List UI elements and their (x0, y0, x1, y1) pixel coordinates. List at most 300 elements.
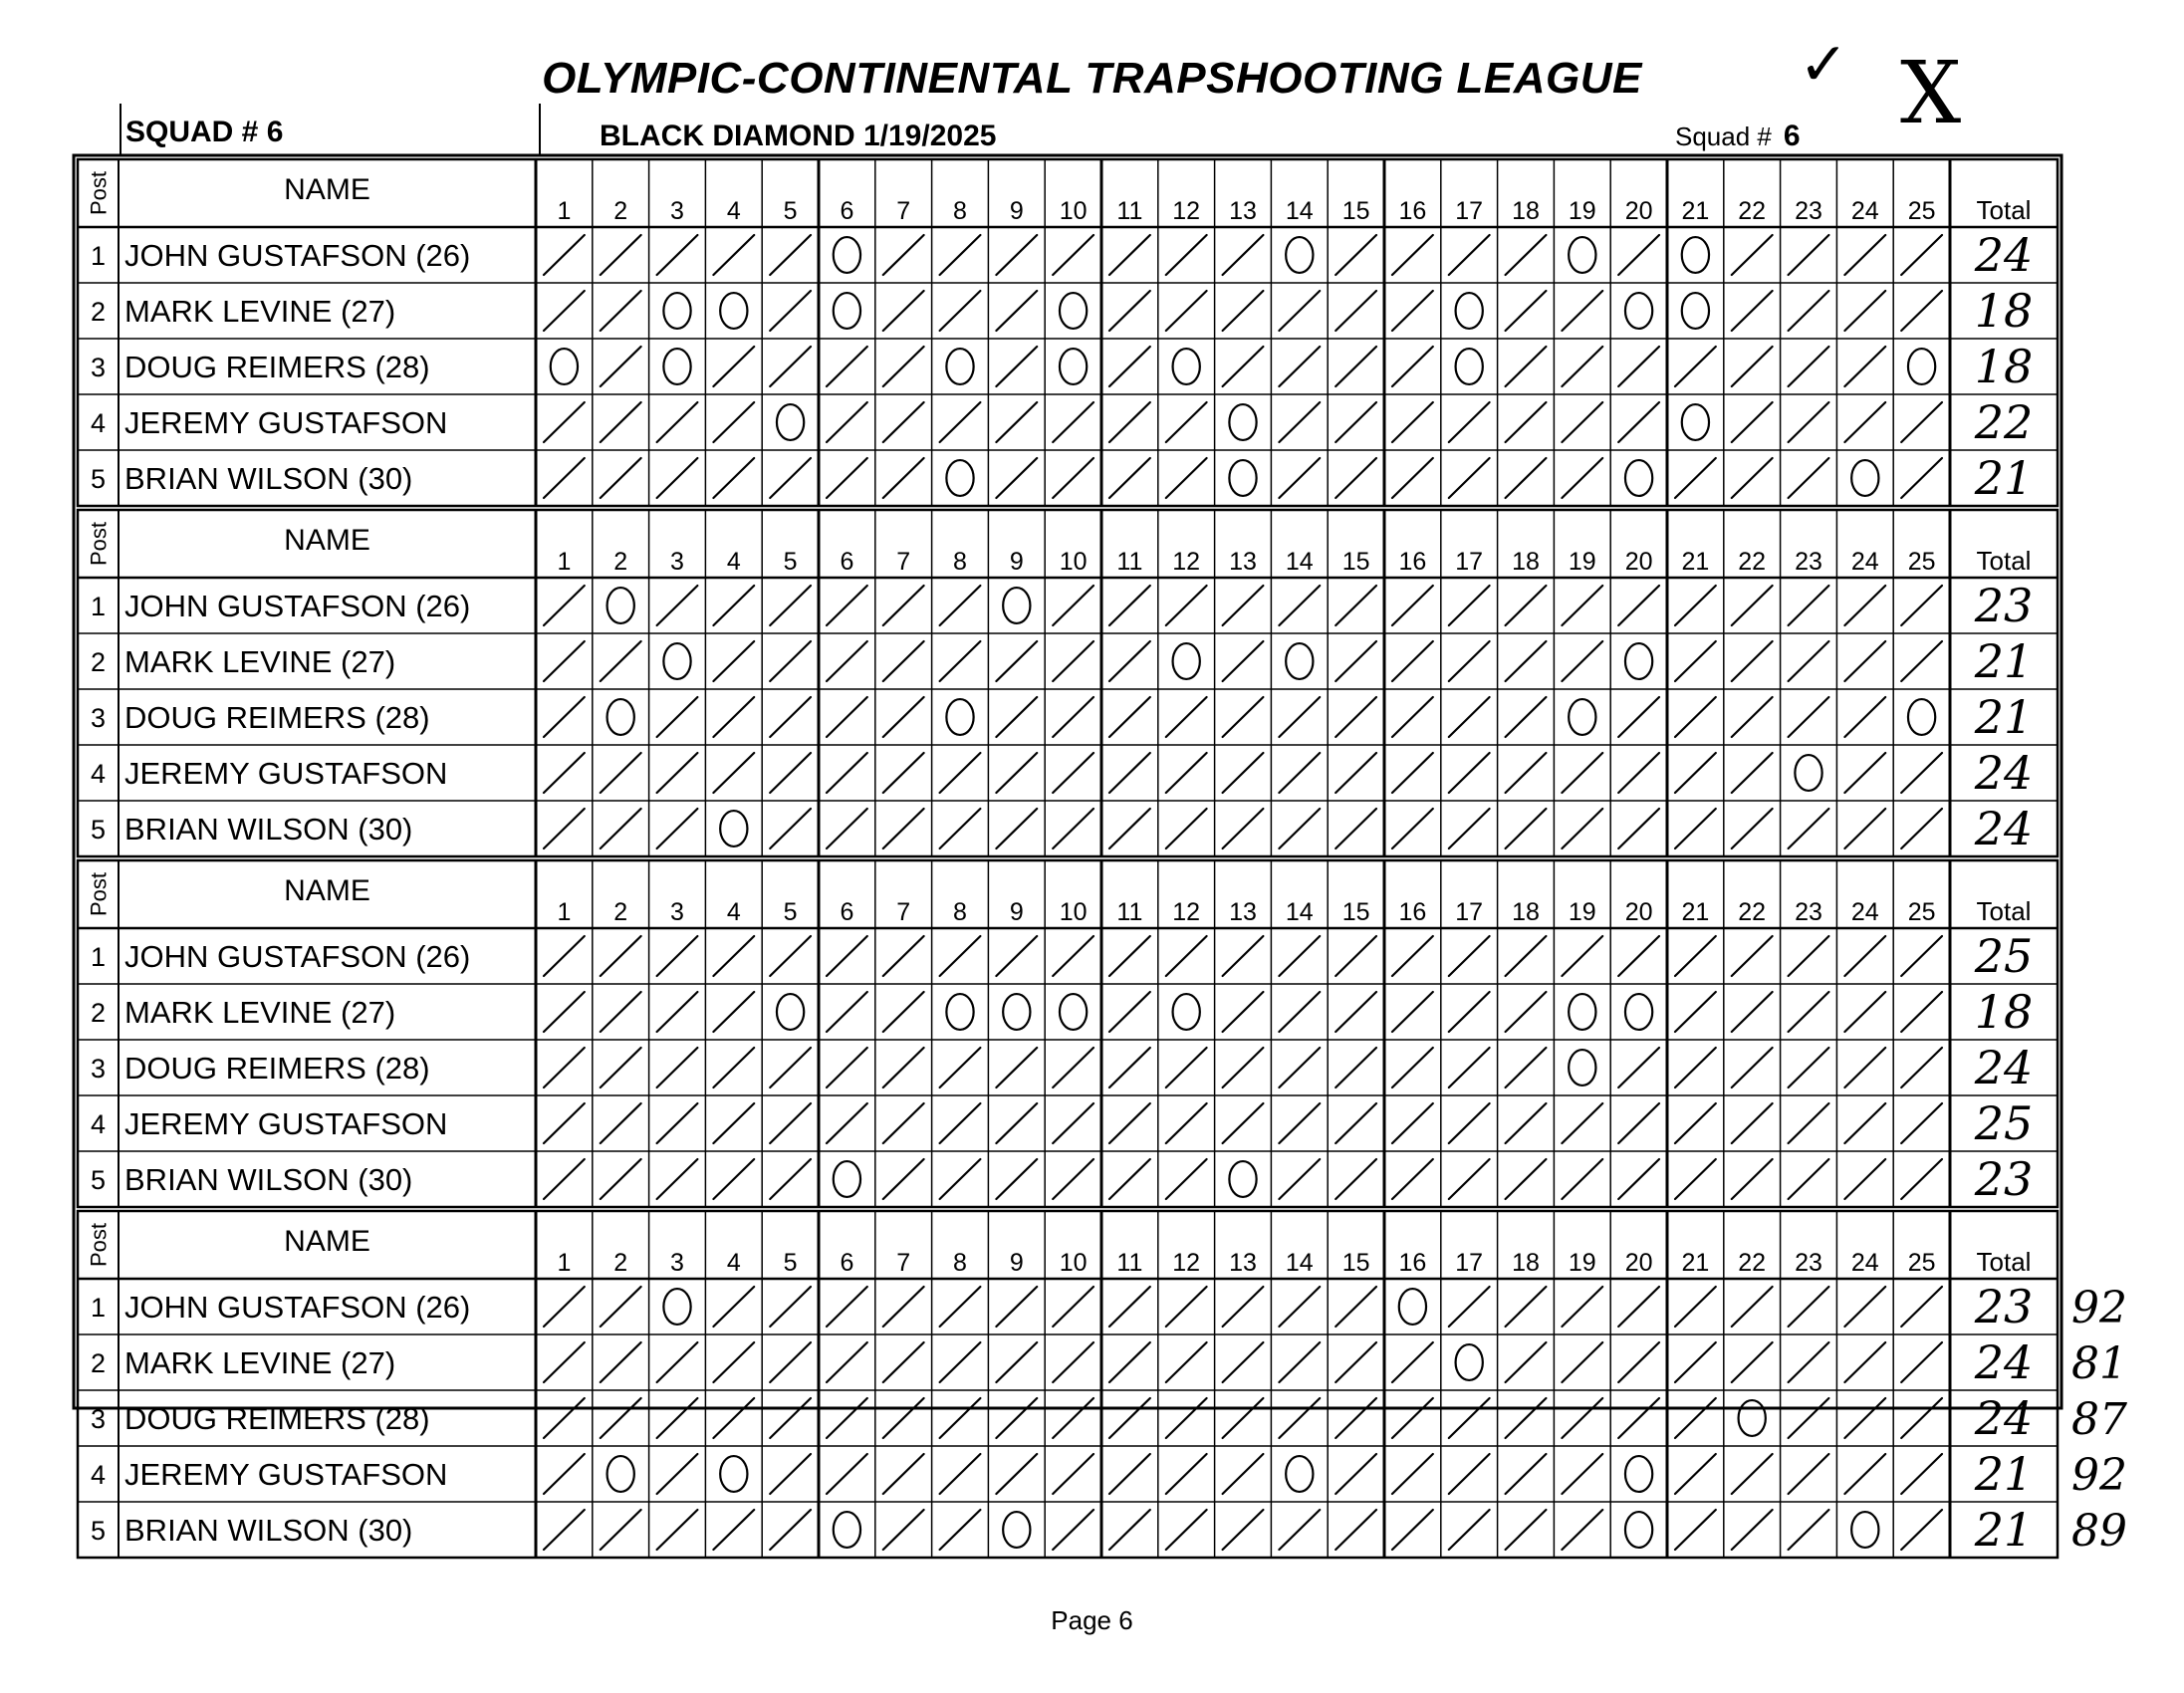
miss-circle (1456, 293, 1483, 329)
hit-slash (1789, 458, 1829, 498)
hit-slash (770, 347, 811, 386)
hit-slash (1166, 753, 1207, 793)
miss-circle (1682, 404, 1709, 440)
hit-slash (770, 1048, 811, 1088)
station-number: 22 (1738, 197, 1767, 225)
miss-circle (1908, 349, 1935, 384)
station-number: 18 (1512, 898, 1540, 926)
hit-slash (1506, 1454, 1547, 1494)
shooter-name: DOUG REIMERS (28) (124, 700, 430, 735)
hit-slash (1279, 291, 1320, 331)
miss-circle (551, 349, 578, 384)
station-number: 20 (1624, 548, 1653, 576)
hit-slash (1279, 1510, 1320, 1550)
hit-slash (883, 235, 924, 275)
hit-slash (827, 753, 867, 793)
hit-slash (1675, 1159, 1716, 1199)
hit-slash (827, 1454, 867, 1494)
hit-slash (1053, 1287, 1093, 1327)
check-mark: ✓ (1799, 30, 1849, 100)
hit-slash (544, 992, 585, 1032)
station-number: 6 (840, 1249, 854, 1277)
row-total: 25 (1974, 1096, 2034, 1150)
hit-slash (827, 347, 867, 386)
hit-slash (601, 641, 641, 681)
hit-slash (1789, 936, 1829, 976)
total-header: Total (1976, 896, 2032, 926)
hit-slash (1223, 641, 1264, 681)
hit-slash (883, 586, 924, 625)
hit-slash (601, 809, 641, 848)
station-number: 17 (1455, 898, 1484, 926)
hit-slash (1506, 458, 1547, 498)
hit-slash (1053, 458, 1093, 498)
station-number: 23 (1795, 1249, 1822, 1277)
hit-slash (1053, 641, 1093, 681)
hit-slash (601, 1159, 641, 1199)
hit-slash (713, 1159, 754, 1199)
hit-slash (1166, 809, 1207, 848)
hit-slash (1732, 1342, 1773, 1382)
hit-slash (996, 1454, 1037, 1494)
hit-slash (1675, 753, 1716, 793)
hit-slash (1506, 697, 1547, 737)
hit-slash (1335, 1342, 1376, 1382)
hit-slash (1562, 1103, 1602, 1143)
hit-slash (1618, 1398, 1659, 1438)
hit-slash (1901, 753, 1942, 793)
miss-circle (607, 699, 634, 735)
hit-slash (1732, 347, 1773, 386)
station-number: 15 (1341, 548, 1370, 576)
station-number: 4 (726, 1249, 741, 1277)
hit-slash (996, 936, 1037, 976)
hit-slash (544, 402, 585, 442)
hit-slash (713, 1398, 754, 1438)
hit-slash (1109, 809, 1150, 848)
hit-slash (1109, 753, 1150, 793)
hit-slash (1675, 458, 1716, 498)
hit-slash (657, 1510, 698, 1550)
hit-slash (770, 1287, 811, 1327)
shooter-name: JOHN GUSTAFSON (26) (124, 939, 471, 974)
hit-slash (1618, 1159, 1659, 1199)
hit-slash (1844, 992, 1885, 1032)
hit-slash (770, 1510, 811, 1550)
miss-circle (1399, 1289, 1426, 1325)
event-label: BLACK DIAMOND 1/19/2025 (600, 120, 997, 152)
miss-circle (663, 1289, 690, 1325)
hit-slash (1109, 1287, 1150, 1327)
miss-circle (720, 811, 747, 846)
post-number: 2 (90, 647, 107, 677)
post-number: 2 (90, 1348, 107, 1378)
hit-slash (1053, 1510, 1093, 1550)
hit-slash (1844, 641, 1885, 681)
hit-slash (1335, 809, 1376, 848)
station-number: 15 (1341, 1249, 1370, 1277)
hit-slash (601, 1342, 641, 1382)
hit-slash (827, 1398, 867, 1438)
hit-slash (1166, 586, 1207, 625)
hit-slash (1166, 402, 1207, 442)
row-total: 21 (1974, 634, 2034, 688)
hit-slash (883, 291, 924, 331)
station-number: 6 (840, 898, 854, 926)
hit-slash (1789, 1342, 1829, 1382)
hit-slash (1053, 697, 1093, 737)
hit-slash (657, 1342, 698, 1382)
hit-slash (1166, 936, 1207, 976)
hit-slash (1732, 291, 1773, 331)
hit-slash (940, 1510, 981, 1550)
station-number: 6 (840, 197, 854, 225)
station-number: 13 (1229, 197, 1257, 225)
station-number: 25 (1907, 548, 1936, 576)
hit-slash (1223, 1342, 1264, 1382)
hit-slash (1562, 402, 1602, 442)
hit-slash (713, 1342, 754, 1382)
hit-slash (1844, 1048, 1885, 1088)
hit-slash (1732, 936, 1773, 976)
hit-slash (1053, 1398, 1093, 1438)
station-number: 23 (1795, 898, 1822, 926)
station-number: 9 (1009, 197, 1024, 225)
hit-slash (1675, 1454, 1716, 1494)
hit-slash (1901, 992, 1942, 1032)
hit-slash (1675, 697, 1716, 737)
row-total: 21 (1974, 690, 2034, 744)
hit-slash (1506, 291, 1547, 331)
league-title: OLYMPIC-CONTINENTAL TRAPSHOOTING LEAGUE (542, 54, 1642, 103)
shooter-name: JEREMY GUSTAFSON (124, 756, 448, 791)
hit-slash (770, 1454, 811, 1494)
miss-circle (834, 237, 860, 273)
post-header: Post (86, 521, 112, 567)
post-header: Post (86, 871, 112, 917)
hit-slash (770, 641, 811, 681)
miss-circle (1003, 1512, 1030, 1548)
hit-slash (1732, 697, 1773, 737)
hit-slash (1562, 458, 1602, 498)
hit-slash (1223, 697, 1264, 737)
hit-slash (1506, 809, 1547, 848)
hit-slash (996, 753, 1037, 793)
miss-circle (777, 404, 804, 440)
hit-slash (883, 458, 924, 498)
row-total: 24 (1974, 228, 2034, 282)
hit-slash (827, 697, 867, 737)
miss-circle (834, 293, 860, 329)
hit-slash (1562, 586, 1602, 625)
station-number: 3 (670, 898, 684, 926)
station-number: 3 (670, 548, 684, 576)
hit-slash (713, 1103, 754, 1143)
hit-slash (940, 641, 981, 681)
hit-slash (1449, 753, 1490, 793)
hit-slash (883, 402, 924, 442)
hit-slash (1675, 641, 1716, 681)
hit-slash (883, 697, 924, 737)
hit-slash (713, 347, 754, 386)
hit-slash (1279, 1342, 1320, 1382)
miss-circle (1625, 1512, 1652, 1548)
station-number: 6 (840, 548, 854, 576)
miss-circle (1625, 994, 1652, 1030)
station-number: 13 (1229, 548, 1257, 576)
hit-slash (713, 458, 754, 498)
hit-slash (1901, 291, 1942, 331)
hit-slash (1392, 697, 1433, 737)
hit-slash (1392, 1510, 1433, 1550)
hit-slash (1392, 753, 1433, 793)
hit-slash (657, 992, 698, 1032)
hit-slash (1392, 1342, 1433, 1382)
hit-slash (940, 291, 981, 331)
hit-slash (1901, 1342, 1942, 1382)
hit-slash (1562, 1159, 1602, 1199)
station-number: 19 (1568, 1249, 1596, 1277)
hit-slash (1392, 809, 1433, 848)
station-number: 3 (670, 1249, 684, 1277)
hit-slash (1279, 1048, 1320, 1088)
hit-slash (940, 402, 981, 442)
station-number: 5 (783, 548, 798, 576)
hit-slash (1053, 809, 1093, 848)
hit-slash (1789, 1454, 1829, 1494)
shooter-name: MARK LEVINE (27) (124, 1345, 396, 1380)
hit-slash (1901, 1398, 1942, 1438)
hit-slash (883, 809, 924, 848)
hit-slash (1844, 1159, 1885, 1199)
station-number: 14 (1285, 898, 1314, 926)
station-number: 8 (953, 197, 967, 225)
station-number: 1 (557, 1249, 572, 1277)
station-number: 9 (1009, 1249, 1024, 1277)
hit-slash (1506, 1048, 1547, 1088)
hit-slash (1675, 1398, 1716, 1438)
hit-slash (1109, 1342, 1150, 1382)
hit-slash (1166, 458, 1207, 498)
hit-slash (1166, 1454, 1207, 1494)
hit-slash (1053, 936, 1093, 976)
station-number: 10 (1059, 1249, 1088, 1277)
hit-slash (1618, 235, 1659, 275)
hit-slash (827, 936, 867, 976)
hit-slash (1223, 753, 1264, 793)
row-total: 25 (1974, 929, 2034, 983)
station-number: 17 (1455, 1249, 1484, 1277)
row-total: 21 (1974, 451, 2034, 505)
hit-slash (1335, 1103, 1376, 1143)
station-number: 11 (1116, 197, 1143, 225)
hit-slash (1675, 992, 1716, 1032)
hit-slash (770, 936, 811, 976)
station-number: 22 (1738, 898, 1767, 926)
hit-slash (1223, 809, 1264, 848)
hit-slash (544, 291, 585, 331)
hit-slash (601, 458, 641, 498)
post-header: Post (86, 1222, 112, 1268)
hit-slash (1279, 697, 1320, 737)
hit-slash (1449, 458, 1490, 498)
station-number: 2 (613, 898, 628, 926)
miss-circle (1739, 1400, 1766, 1436)
hit-slash (1562, 1398, 1602, 1438)
hit-slash (1449, 809, 1490, 848)
hit-slash (1223, 1398, 1264, 1438)
hit-slash (1109, 586, 1150, 625)
shooter-name: JOHN GUSTAFSON (26) (124, 1290, 471, 1325)
hit-slash (1109, 1510, 1150, 1550)
hit-slash (996, 697, 1037, 737)
post-number: 2 (90, 297, 107, 327)
hit-slash (1901, 936, 1942, 976)
hit-slash (1279, 1398, 1320, 1438)
hit-slash (1166, 1048, 1207, 1088)
station-number: 25 (1907, 1249, 1936, 1277)
hit-slash (1732, 586, 1773, 625)
row-total: 23 (1974, 579, 2034, 632)
hit-slash (1618, 1342, 1659, 1382)
row-total: 24 (1974, 1391, 2034, 1445)
hit-slash (1562, 1287, 1602, 1327)
hit-slash (1223, 936, 1264, 976)
hit-slash (1223, 291, 1264, 331)
hit-slash (1449, 402, 1490, 442)
hit-slash (883, 1287, 924, 1327)
station-number: 2 (613, 197, 628, 225)
miss-circle (663, 349, 690, 384)
hit-slash (601, 753, 641, 793)
station-number: 24 (1850, 197, 1879, 225)
hit-slash (1053, 235, 1093, 275)
hit-slash (996, 1048, 1037, 1088)
hit-slash (1732, 1454, 1773, 1494)
hit-slash (544, 1103, 585, 1143)
hit-slash (1618, 347, 1659, 386)
hit-slash (713, 936, 754, 976)
hit-slash (770, 1342, 811, 1382)
hit-slash (770, 291, 811, 331)
station-number: 19 (1568, 898, 1596, 926)
hit-slash (544, 235, 585, 275)
station-number: 8 (953, 898, 967, 926)
shooter-name: JEREMY GUSTAFSON (124, 1106, 448, 1141)
hit-slash (1618, 1103, 1659, 1143)
hit-slash (657, 1048, 698, 1088)
hit-slash (1449, 1510, 1490, 1550)
hit-slash (1279, 586, 1320, 625)
hit-slash (1562, 1510, 1602, 1550)
station-number: 13 (1229, 1249, 1257, 1277)
hit-slash (1506, 753, 1547, 793)
station-number: 11 (1116, 898, 1143, 926)
hit-slash (1109, 1103, 1150, 1143)
hit-slash (713, 1510, 754, 1550)
hit-slash (1618, 1048, 1659, 1088)
hit-slash (1392, 1398, 1433, 1438)
miss-circle (1908, 699, 1935, 735)
hit-slash (1844, 936, 1885, 976)
hit-slash (1279, 1159, 1320, 1199)
row-total: 24 (1974, 802, 2034, 855)
miss-circle (607, 1456, 634, 1492)
shooter-name: DOUG REIMERS (28) (124, 1051, 430, 1086)
hit-slash (1335, 1159, 1376, 1199)
hit-slash (1844, 1398, 1885, 1438)
miss-circle (1060, 349, 1087, 384)
hit-slash (1844, 697, 1885, 737)
hit-slash (1109, 992, 1150, 1032)
hit-slash (1844, 753, 1885, 793)
miss-circle (1060, 293, 1087, 329)
hit-slash (713, 992, 754, 1032)
hit-slash (1335, 458, 1376, 498)
hit-slash (601, 1398, 641, 1438)
hit-slash (1562, 1342, 1602, 1382)
hit-slash (1449, 936, 1490, 976)
hit-slash (1392, 1048, 1433, 1088)
hit-slash (827, 402, 867, 442)
hit-slash (1901, 586, 1942, 625)
miss-circle (1229, 404, 1256, 440)
miss-circle (720, 1456, 747, 1492)
miss-circle (1229, 1161, 1256, 1197)
hit-slash (1223, 992, 1264, 1032)
post-number: 4 (90, 1109, 107, 1139)
hit-slash (1279, 753, 1320, 793)
hit-slash (996, 347, 1037, 386)
hit-slash (601, 1048, 641, 1088)
hit-slash (883, 1510, 924, 1550)
total-header: Total (1976, 195, 2032, 225)
hit-slash (544, 1159, 585, 1199)
hit-slash (1279, 458, 1320, 498)
hit-slash (996, 809, 1037, 848)
hit-slash (544, 809, 585, 848)
hit-slash (1675, 586, 1716, 625)
total-header: Total (1976, 546, 2032, 576)
hit-slash (1223, 586, 1264, 625)
hit-slash (601, 1287, 641, 1327)
hit-slash (1732, 753, 1773, 793)
hit-slash (883, 936, 924, 976)
hit-slash (601, 936, 641, 976)
hit-slash (544, 697, 585, 737)
row-total: 18 (1974, 284, 2034, 338)
miss-circle (1569, 699, 1595, 735)
hit-slash (827, 809, 867, 848)
hit-slash (1223, 1454, 1264, 1494)
hit-slash (996, 291, 1037, 331)
station-number: 7 (896, 898, 911, 926)
hit-slash (940, 1398, 981, 1438)
squad-right-label: Squad # (1675, 121, 1772, 151)
post-number: 1 (90, 942, 107, 972)
hit-slash (1506, 1510, 1547, 1550)
hit-slash (1562, 291, 1602, 331)
hit-slash (601, 402, 641, 442)
hit-slash (1732, 1287, 1773, 1327)
hit-slash (883, 1159, 924, 1199)
shooter-name: JEREMY GUSTAFSON (124, 405, 448, 440)
hit-slash (544, 641, 585, 681)
hit-slash (1449, 1398, 1490, 1438)
hit-slash (1732, 992, 1773, 1032)
hit-slash (1901, 1287, 1942, 1327)
post-number: 2 (90, 998, 107, 1028)
